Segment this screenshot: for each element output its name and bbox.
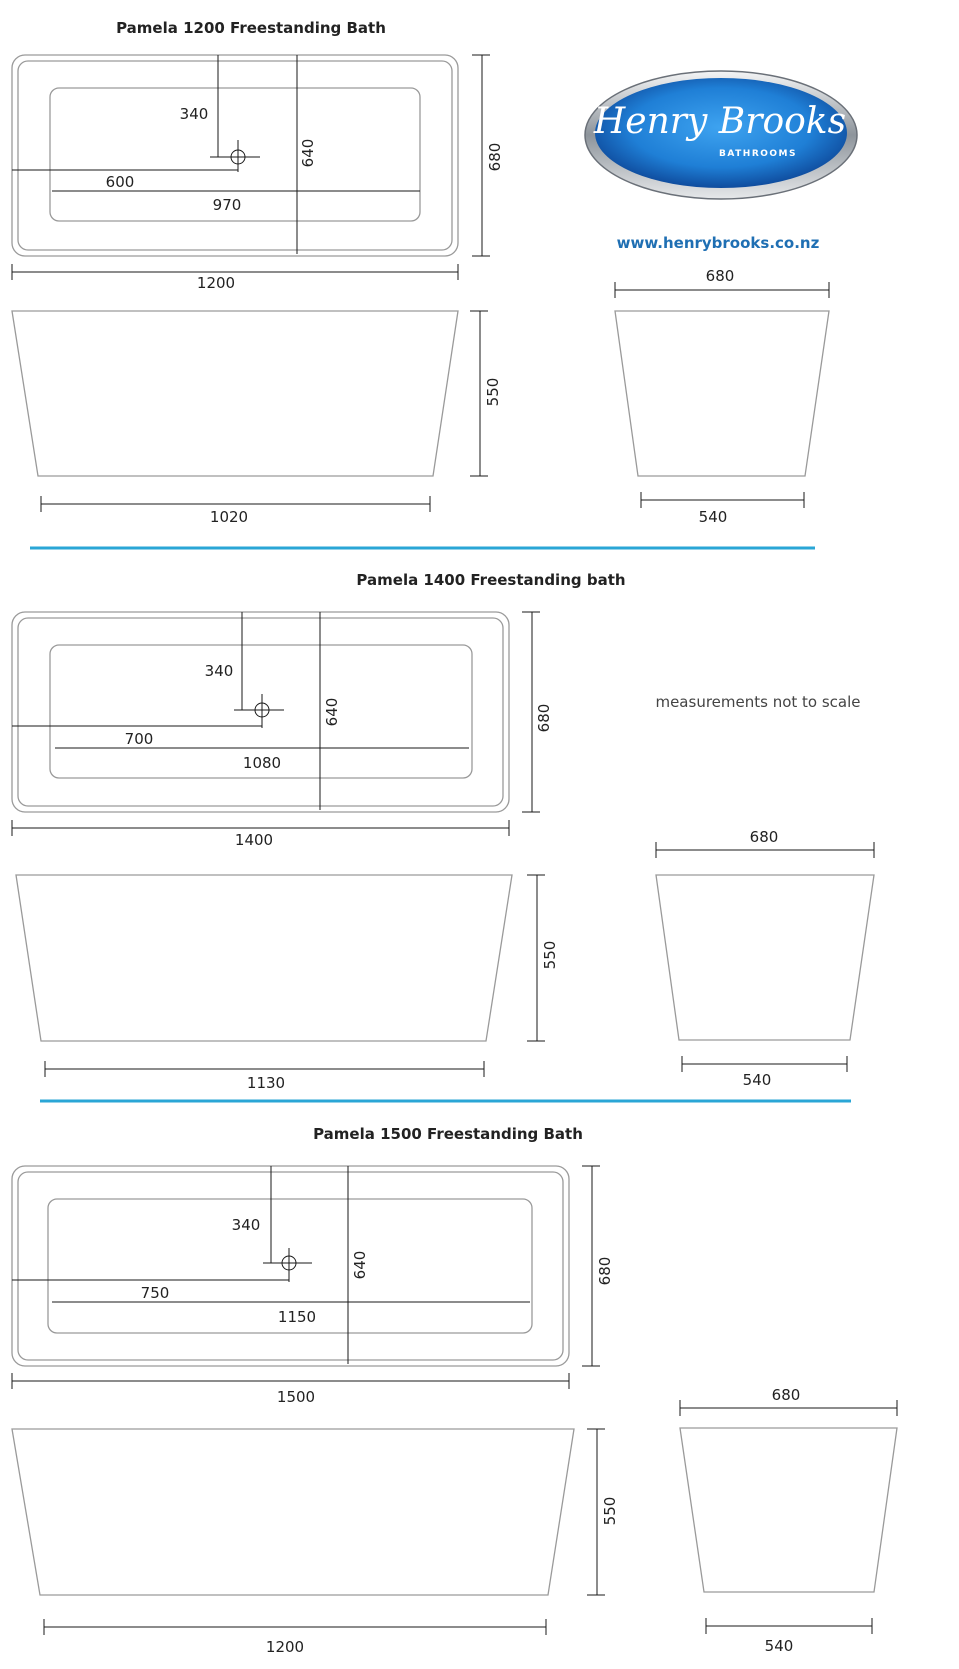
bath-1400-inner-width-label: 640 — [323, 697, 341, 727]
bath-1500-end-view — [680, 1428, 897, 1592]
bath-1200-inner-width-label: 640 — [299, 138, 317, 168]
bath-1400-base-length-label: 1130 — [246, 1074, 286, 1092]
bath-1200-end-base-width-label: 540 — [698, 508, 728, 526]
bath-1200-end-top-width-label: 680 — [705, 267, 735, 285]
bath-1400-overall-width-label: 680 — [535, 703, 553, 733]
bath-1500-section — [12, 1125, 897, 1656]
bath-1500-waste-left-label: 750 — [140, 1284, 170, 1302]
scale-note: measurements not to scale — [655, 693, 861, 711]
bath-1500-height-label: 550 — [601, 1496, 619, 1526]
bath-1500-inner-width-label: 640 — [351, 1250, 369, 1280]
bath-1200-base-length-label: 1020 — [209, 508, 249, 526]
logo-sparkle-icon — [629, 50, 659, 80]
bath-1500-side-view — [12, 1429, 574, 1595]
bath-1200-overall-width-label: 680 — [486, 142, 504, 172]
bath-1200-waste-top-label: 340 — [179, 105, 209, 123]
bath-1200-title: Pamela 1200 Freestanding Bath — [116, 19, 386, 37]
bath-1500-title: Pamela 1500 Freestanding Bath — [313, 1125, 583, 1143]
bath-1500-inner-length-label: 1150 — [277, 1308, 317, 1326]
bath-1400-side-view — [16, 875, 512, 1041]
bath-1400-end-top-width-label: 680 — [749, 828, 779, 846]
bath-1500-top-rim — [18, 1172, 563, 1360]
bath-1500-end-base-width-label: 540 — [764, 1637, 794, 1655]
bath-1200-overall-length-label: 1200 — [196, 274, 236, 292]
bath-1200-end-view — [615, 311, 829, 476]
website-link[interactable]: www.henrybrooks.co.nz — [616, 234, 820, 252]
bath-1400-section — [12, 571, 874, 1092]
bath-1200-top-outer — [12, 55, 458, 256]
bath-1500-overall-length-label: 1500 — [276, 1388, 316, 1406]
bath-1400-waste-top-label: 340 — [204, 662, 234, 680]
bath-1400-overall-length-label: 1400 — [234, 831, 274, 849]
bath-1400-top-outer — [12, 612, 509, 812]
bath-1500-waste-top-label: 340 — [231, 1216, 261, 1234]
bath-1200-side-view — [12, 311, 458, 476]
bath-1400-end-view — [656, 875, 874, 1040]
bath-1200-height-label: 550 — [484, 377, 502, 407]
bath-1400-inner-length-label: 1080 — [242, 754, 282, 772]
bath-1500-base-length-label: 1200 — [265, 1638, 305, 1656]
henry-brooks-logo — [585, 50, 857, 199]
bath-1500-overall-width-label: 680 — [596, 1256, 614, 1286]
bath-1400-end-base-width-label: 540 — [742, 1071, 772, 1089]
bath-1500-top-outer — [12, 1166, 569, 1366]
bath-1400-height-label: 550 — [541, 940, 559, 970]
logo-tagline: BATHROOMS — [719, 149, 797, 159]
bath-1500-end-top-width-label: 680 — [771, 1386, 801, 1404]
bath-1200-inner-length-label: 970 — [212, 196, 242, 214]
logo-brand-text: Henry Brooks — [593, 101, 847, 142]
bath-1200-waste-left-label: 600 — [105, 173, 135, 191]
bath-1400-title: Pamela 1400 Freestanding bath — [356, 571, 626, 589]
bath-1400-waste-left-label: 700 — [124, 730, 154, 748]
